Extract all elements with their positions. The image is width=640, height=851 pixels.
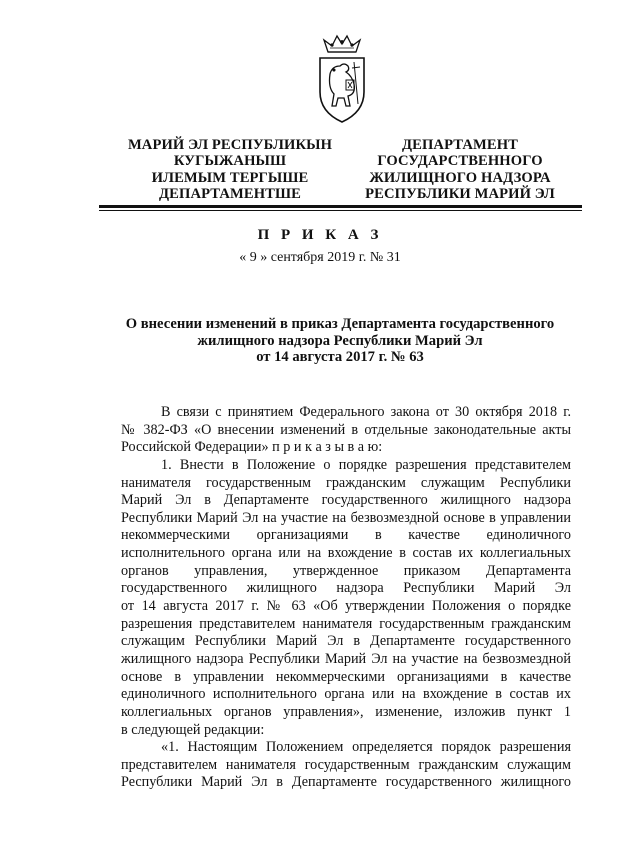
header-right-line: РЕСПУБЛИКИ МАРИЙ ЭЛ	[365, 185, 555, 202]
order-body	[121, 404, 571, 792]
order-subject	[100, 316, 580, 366]
body-line: в следующей редакции:	[121, 721, 265, 738]
header-left-line: ДЕПАРТАМЕНТШЕ	[159, 185, 301, 202]
body-line: коллегиальных органов управления», изменение, изложив пункт 1	[121, 703, 571, 720]
body-line: от 14 августа 2017 г. № 63 «Об утверждении Положения о порядке	[121, 598, 571, 615]
header-divider-thick	[99, 205, 582, 208]
body-line: «1. Настоящим Положением определяется порядок разрешения	[161, 739, 571, 756]
body-line: представителем нанимателя государственным гражданским служащим	[121, 756, 571, 773]
header-right-line: ДЕПАРТАМЕНТ	[402, 137, 518, 153]
body-line: служащим Республики Марий Эл в Департаменте государственного	[121, 633, 571, 650]
body-line: Марий Эл в Департаменте государственного жилищного надзора	[121, 492, 571, 509]
header-right-block	[355, 137, 565, 202]
subject-line: от 14 августа 2017 г. № 63	[256, 349, 424, 366]
body-line: основе в управлении некоммерческими организациями в качестве	[121, 668, 571, 685]
subject-line: О внесении изменений в приказ Департамента государственного	[125, 316, 555, 332]
coat-of-arms-emblem	[310, 34, 374, 126]
body-line: № 382-ФЗ «О внесении изменений в отдельные законодательные акты	[121, 421, 571, 438]
body-line: государственного жилищного надзора Республики Марий Эл	[121, 580, 571, 597]
body-line: В связи с принятием Федерального закона от 30 октября 2018 г.	[161, 404, 571, 420]
header-divider-thin	[99, 210, 582, 211]
body-line: 1. Внести в Положение о порядке разрешения представителем	[161, 456, 571, 473]
subject-line: жилищного надзора Республики Марий Эл	[197, 332, 483, 349]
body-line: разрешения представителем нанимателя государственным гражданским	[121, 615, 571, 632]
header-right-line: ЖИЛИЩНОГО НАДЗОРА	[369, 169, 551, 186]
header-right-line: ГОСУДАРСТВЕННОГО	[377, 153, 543, 170]
body-line: жилищного надзора Республики Марий Эл на участие на безвозмездной	[121, 650, 571, 667]
body-line: исполнительного органа или на вхождение в состав их коллегиальных	[121, 545, 571, 562]
body-line: единоличного исполнительного органа или на вхождение в состав их	[121, 686, 571, 703]
header-left-line: ИЛЕМЫМ ТЕРГЫШЕ	[151, 169, 309, 186]
header-left-line: МАРИЙ ЭЛ РЕСПУБЛИКЫН	[127, 137, 333, 153]
order-date-number: « 9 » сентября 2019 г. № 31	[239, 250, 401, 265]
header-left-block	[120, 137, 340, 202]
body-line: нанимателя государственным гражданским служащим Республики	[121, 474, 571, 491]
body-line: некоммерческими организациями в качестве единоличного	[121, 527, 571, 544]
body-line: органов управления, утвержденное приказом Департамента	[121, 562, 571, 579]
order-title: П Р И К А З	[257, 227, 383, 243]
body-line: Российской Федерации» п р и к а з ы в а ю:	[121, 439, 383, 456]
body-line: Республики Марий Эл в Департаменте государственного жилищного	[121, 774, 571, 791]
body-line: Республики Марий Эл на участие на безвозмездной основе в управлении	[121, 509, 571, 526]
header-left-line: КУГЫЖАНЫШ	[173, 153, 287, 170]
